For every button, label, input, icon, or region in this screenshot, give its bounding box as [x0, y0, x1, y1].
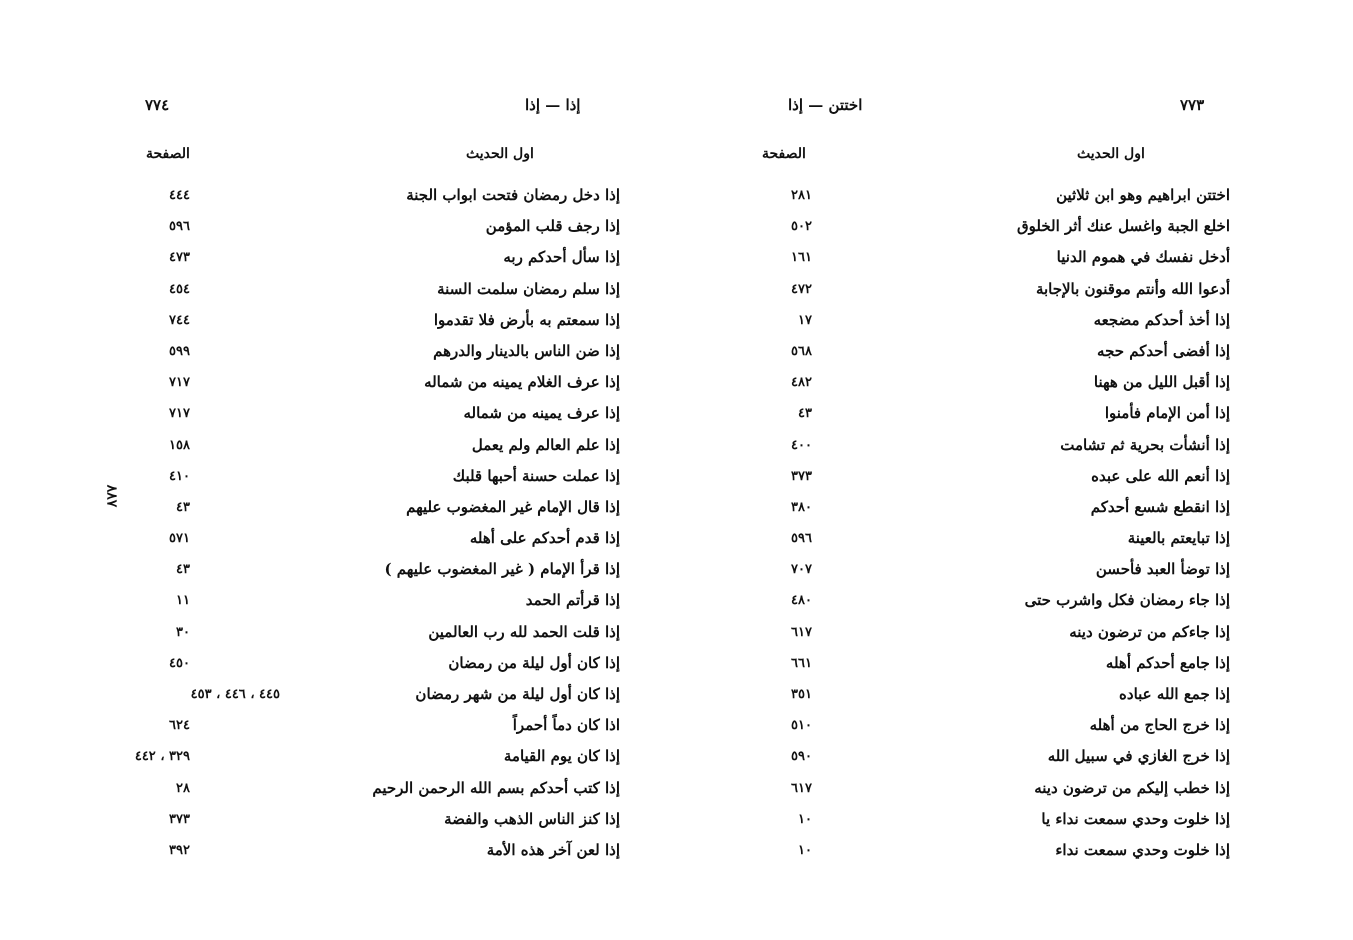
column-header-title: اول الحديث — [466, 146, 534, 162]
entry-page: ١٦١ — [791, 250, 812, 266]
index-entry — [740, 554, 1240, 585]
index-entry — [740, 211, 1240, 242]
index-entry — [130, 492, 630, 523]
entry-page: ٦١٧ — [791, 624, 812, 640]
entry-title: إذا سمعتم به بأرض فلا تقدموا — [433, 310, 620, 329]
entry-title: إذا كان أول ليلة من رمضان — [448, 653, 620, 672]
index-entry — [130, 367, 630, 398]
index-entry — [130, 773, 630, 804]
index-entry — [740, 398, 1240, 429]
column-header-title: اول الحديث — [1077, 146, 1145, 162]
entry-page: ٤٧٣ — [169, 250, 190, 266]
entry-page: ١٠ — [798, 842, 812, 858]
entry-page: ٣٩٢ — [169, 842, 190, 858]
entry-page: ٦٦١ — [791, 655, 812, 671]
index-entry — [740, 648, 1240, 679]
entry-page: ٤٤٤ — [169, 188, 190, 203]
entry-title: إذا قدم أحدكم على أهله — [469, 529, 620, 548]
index-entry — [130, 679, 630, 710]
entry-title: إذا رجف قلب المؤمن — [485, 217, 620, 236]
entry-title: إذا دخل رمضان فتحت ابواب الجنة — [406, 186, 620, 204]
entry-page: ٤٣ — [176, 562, 190, 578]
entry-title: إذا أخذ أحدكم مضجعه — [1093, 310, 1230, 329]
entry-title: إذا قال الإمام غير المغضوب عليهم — [406, 497, 620, 516]
entry-page: ٤٨٠ — [791, 593, 812, 609]
entry-page: ١١ — [176, 593, 190, 609]
entry-title: إذا علم العالم ولم يعمل — [471, 435, 620, 454]
entry-page: ٣٥١ — [791, 687, 812, 702]
entry-page: ٤٥٠ — [169, 655, 190, 671]
index-entry — [130, 804, 630, 835]
entry-page: ٤٣ — [798, 406, 812, 422]
entry-page: ٣٨٠ — [791, 499, 812, 515]
entry-title: إذا جاء رمضان فكل واشرب حتى — [1024, 591, 1230, 610]
entry-title: إذا عرف يمينه من شماله — [463, 404, 620, 423]
entry-title: إذا تبايعتم بالعينة — [1127, 529, 1230, 548]
entry-title: إذا جامع أحدكم أهله — [1105, 653, 1230, 672]
margin-page-number: ٨٨٧ — [103, 484, 120, 508]
index-entry — [740, 741, 1240, 772]
index-entry — [130, 305, 630, 336]
index-entry — [130, 648, 630, 679]
entry-page: ٢٨١ — [791, 188, 812, 203]
index-entry — [740, 305, 1240, 336]
column-header-page: الصفحة — [762, 146, 806, 162]
index-entry — [130, 398, 630, 429]
index-entry — [130, 336, 630, 367]
entry-page: ٥٦٨ — [791, 343, 812, 359]
entry-title: إذا قرأتم الحمد — [525, 591, 620, 610]
entry-page: ٤١٠ — [169, 468, 190, 484]
entry-page: ٧١٧ — [169, 406, 190, 422]
entry-title: اختتن ابراهيم وهو ابن ثلاثين — [1056, 186, 1230, 204]
index-entry — [740, 180, 1240, 211]
entry-page: ٣٧٣ — [791, 468, 812, 484]
index-entry — [130, 430, 630, 461]
entry-title: إذا كنز الناس الذهب والفضة — [444, 809, 620, 828]
entry-title: إذا قلت الحمد لله رب العالمين — [428, 622, 620, 641]
entry-page: ٦١٧ — [791, 780, 812, 796]
entry-title: إذا خطب إليكم من ترضون دينه — [1034, 778, 1230, 797]
index-entry — [740, 492, 1240, 523]
entry-page: ١٥٨ — [169, 437, 190, 453]
entry-title: إذا أمن الإمام فأمنوا — [1104, 404, 1230, 423]
running-head: إذا — إذا — [525, 96, 581, 114]
index-entry — [130, 523, 630, 554]
column-header-page: الصفحة — [146, 146, 190, 162]
running-head: اختتن — إذا — [788, 96, 863, 114]
index-entry — [740, 585, 1240, 616]
index-entry — [740, 804, 1240, 835]
entry-title: إذا سلم رمضان سلمت السنة — [437, 279, 620, 298]
entry-page: ٥٧١ — [169, 531, 190, 547]
page-number: ٧٧٤ — [145, 96, 170, 114]
entry-title: إذا ضن الناس بالدينار والدرهم — [433, 341, 620, 360]
entry-page: ٥٩٦ — [791, 531, 812, 547]
entry-title: إذا جاءكم من ترضون دينه — [1069, 622, 1230, 641]
entry-title: إذا خرج الحاج من أهله — [1089, 716, 1230, 735]
index-entry — [740, 679, 1240, 710]
index-entry — [740, 773, 1240, 804]
entry-title: اذا كان دماً أحمراً — [512, 716, 620, 735]
index-entry — [130, 710, 630, 741]
left-page — [130, 0, 630, 940]
index-entry — [130, 617, 630, 648]
index-entry — [130, 461, 630, 492]
entry-page: ٤٨٢ — [791, 375, 812, 391]
index-entry — [130, 242, 630, 273]
entry-title: إذا خلوت وحدي سمعت نداء يا — [1041, 809, 1230, 828]
entry-title: إذا توضأ العبد فأحسن — [1095, 560, 1230, 579]
right-page — [740, 0, 1240, 940]
entry-page: ٥٩٩ — [169, 343, 190, 359]
entry-page: ١٧ — [798, 312, 812, 328]
index-entry — [130, 180, 630, 211]
index-entry — [740, 242, 1240, 273]
entry-title: إذا كان أول ليلة من شهر رمضان — [415, 685, 620, 703]
entry-title: إذا جمع الله عباده — [1119, 685, 1230, 703]
entry-title: إذا أفضى أحدكم حجه — [1097, 341, 1230, 360]
index-entry — [740, 617, 1240, 648]
entry-title: أدعوا الله وأنتم موقنون بالإجابة — [1035, 279, 1230, 298]
entry-title: إذا أقبل الليل من ههنا — [1093, 373, 1230, 392]
index-entry — [740, 835, 1240, 866]
entry-page: ٤٠٠ — [791, 437, 812, 453]
entry-title: إذا انقطع شسع أحدكم — [1090, 497, 1230, 516]
index-list — [130, 180, 630, 866]
entry-title: إذا كان يوم القيامة — [503, 747, 620, 766]
index-entry — [740, 430, 1240, 461]
index-entry — [130, 835, 630, 866]
entry-page: ٥٩٦ — [169, 219, 190, 235]
index-entry — [740, 274, 1240, 305]
index-entry — [130, 554, 630, 585]
entry-page: ٣٢٩ ، ٤٤٢ — [134, 749, 190, 765]
entry-page: ٣٠ — [176, 624, 190, 640]
entry-page: ٥٠٢ — [791, 219, 812, 235]
entry-title: إذا عرف الغلام يمينه من شماله — [424, 373, 620, 392]
entry-title: إذا سأل أحدكم ربه — [503, 248, 620, 267]
index-entry — [740, 523, 1240, 554]
index-entry — [740, 461, 1240, 492]
index-entry — [740, 367, 1240, 398]
entry-page: ٢٨ — [176, 780, 190, 796]
entry-page: ٥٩٠ — [791, 749, 812, 765]
entry-page: ٧١٧ — [169, 375, 190, 391]
entry-page: ٤٥٤ — [169, 281, 190, 297]
entry-page: ٧٤٤ — [169, 312, 190, 328]
entry-title: إذا عملت حسنة أحبها قلبك — [452, 466, 620, 485]
entry-title: إذا أنعم الله على عبده — [1091, 466, 1230, 485]
index-entry — [740, 710, 1240, 741]
entry-title: إذا خرج الغازي في سبيل الله — [1047, 747, 1230, 766]
entry-title: إذا كتب أحدكم بسم الله الرحمن الرحيم — [372, 778, 620, 797]
entry-page: ١٠ — [798, 811, 812, 827]
entry-title: إذا لعن آخر هذه الأمة — [486, 840, 620, 859]
entry-title: أدخل نفسك في هموم الدنيا — [1056, 248, 1230, 267]
entry-page: ٥١٠ — [791, 718, 812, 734]
entry-page: ٤٤٥ ، ٤٤٦ ، ٤٥٣ — [190, 687, 280, 702]
index-entry — [130, 274, 630, 305]
entry-page: ٧٠٧ — [791, 562, 812, 578]
index-entry — [130, 211, 630, 242]
entry-page: ٣٧٣ — [169, 811, 190, 827]
entry-page: ٦٢٤ — [169, 718, 190, 734]
index-entry — [130, 585, 630, 616]
page-number: ٧٧٣ — [1180, 96, 1205, 114]
index-entry — [130, 741, 630, 772]
entry-title: إذا قرأ الإمام ( غير المغضوب عليهم ) — [384, 560, 620, 579]
index-entry — [740, 336, 1240, 367]
entry-title: إذا أنشأت بحرية ثم تشامت — [1060, 435, 1230, 454]
entry-title: اخلع الجبة واغسل عنك أثر الخلوق — [1017, 217, 1230, 236]
entry-page: ٤٣ — [176, 499, 190, 515]
entry-title: إذا خلوت وحدي سمعت نداء — [1055, 840, 1230, 859]
entry-page: ٤٧٢ — [791, 281, 812, 297]
index-list — [740, 180, 1240, 866]
